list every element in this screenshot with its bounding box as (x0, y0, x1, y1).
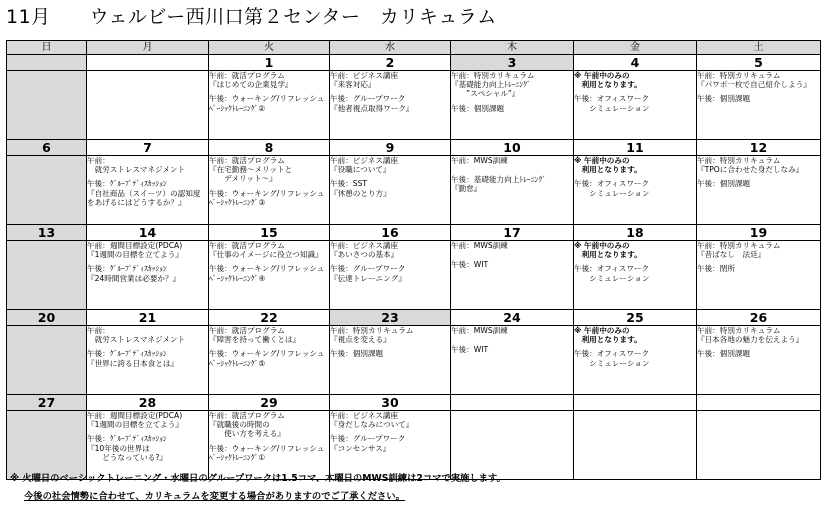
date-number: 29 (209, 395, 330, 411)
weekday-mon: 月 (87, 41, 209, 55)
schedule-line: 『昔ばなし 法廷』 (697, 250, 766, 260)
day-schedule-cell (451, 326, 574, 395)
schedule-row (7, 71, 821, 140)
day-schedule-cell (330, 156, 451, 225)
schedule-line: 午後：ウォーキング/リフレッシュ (209, 94, 325, 104)
footnote-change-notice: 今後の社会情勢に合わせて、カリキュラムを変更する場合がありますのでご了承ください。 (24, 491, 405, 502)
schedule-line: デメリット～』 (209, 174, 277, 184)
date-number: 14 (87, 225, 209, 241)
day-schedule-cell (7, 156, 87, 225)
date-number: 16 (330, 225, 451, 241)
schedule-line: 『他者視点取得ワーク』 (330, 103, 414, 113)
schedule-line: 午前：特別カリキュラム (697, 241, 781, 250)
schedule-line: 『あいさつの基本』 (330, 250, 399, 260)
calendar-body (7, 55, 821, 480)
schedule-line: 午前：ビジネス講座 (330, 71, 399, 80)
day-schedule-cell (7, 71, 87, 140)
weekday-sat: 土 (697, 41, 821, 55)
date-row (7, 140, 821, 156)
schedule-line: ※ 午前中のみの (574, 71, 630, 80)
date-number: 22 (209, 310, 330, 326)
schedule-line: 午後：基礎能力向上ﾄﾚｰﾆﾝｸﾞ (451, 175, 546, 185)
schedule-line: 午前：ビジネス講座 (330, 156, 399, 165)
schedule-line: 午前： (87, 156, 110, 165)
schedule-line: 『障害を持って働くとは』 (209, 335, 301, 345)
date-row (7, 55, 821, 71)
schedule-line: 『日本各地の魅力を伝えよう』 (697, 335, 804, 345)
day-schedule-cell (330, 71, 451, 140)
schedule-line: 午後：WIT (451, 345, 489, 355)
date-number: 24 (451, 310, 574, 326)
day-schedule-cell (209, 71, 330, 140)
schedule-line: 『休憩のとり方』 (330, 188, 391, 198)
weekday-header-row (7, 41, 821, 55)
day-schedule-cell (574, 326, 697, 395)
weekday-thu: 木 (451, 41, 574, 55)
schedule-line: 『基礎能力向上ﾄﾚｰﾆﾝｸﾞ (451, 80, 531, 90)
schedule-line: ﾍﾞｰｼｯｸﾄﾚｰﾆﾝｸﾞ⑤ (209, 358, 266, 368)
schedule-line: ﾍﾞｰｼｯｸﾄﾚｰﾆﾝｸﾞ④ (209, 273, 266, 283)
date-number: 9 (330, 140, 451, 156)
day-schedule-cell (7, 241, 87, 310)
schedule-line: 『自社商品（スイーツ）の認知度 (87, 188, 201, 198)
day-schedule-cell (697, 241, 821, 310)
schedule-line: シミュレーション (574, 188, 650, 198)
date-number: 30 (330, 395, 451, 411)
date-number: 23 (330, 310, 451, 326)
schedule-line: 『役職について』 (330, 165, 391, 175)
schedule-line: どうなっている?』 (87, 452, 167, 462)
weekday-sun: 日 (7, 41, 87, 55)
date-number (451, 395, 574, 411)
date-number: 7 (87, 140, 209, 156)
schedule-line: シミュレーション (574, 103, 650, 113)
day-schedule-cell (330, 326, 451, 395)
schedule-line: 午前：MWS訓練 (451, 156, 508, 165)
schedule-line: 利用となります。 (574, 335, 642, 345)
day-schedule-cell (209, 156, 330, 225)
day-schedule-cell (574, 156, 697, 225)
schedule-line: 『身だしなみについて』 (330, 420, 414, 430)
date-number: 19 (697, 225, 821, 241)
date-number: 13 (7, 225, 87, 241)
date-number: 28 (87, 395, 209, 411)
schedule-line: 午前：就活プログラム (209, 241, 285, 250)
schedule-line: ﾍﾞｰｼｯｸﾄﾚｰﾆﾝｸﾞ① (209, 452, 266, 462)
day-schedule-cell (697, 326, 821, 395)
schedule-line: 午前：週間目標設定(PDCA) (87, 411, 183, 420)
schedule-line: 午前：就活プログラム (209, 156, 285, 165)
schedule-line: 午後：WIT (451, 260, 489, 270)
day-schedule-cell (697, 411, 821, 480)
schedule-line: 『仕事のイメージに役立つ知識』 (209, 250, 323, 260)
schedule-line: 午後：個別課題 (330, 349, 384, 359)
schedule-line: 『TPOに合わせた身だしなみ』 (697, 165, 804, 175)
day-schedule-cell (451, 71, 574, 140)
schedule-line: 『24時間営業は必要か？』 (87, 273, 181, 283)
date-number: 1 (209, 55, 330, 71)
schedule-line: ※ 午前中のみの (574, 156, 630, 165)
schedule-line: 『視点を変える』 (330, 335, 391, 345)
schedule-line: 午後：オフィスワーク (574, 349, 650, 359)
schedule-row (7, 156, 821, 225)
schedule-row (7, 241, 821, 310)
day-schedule-cell (87, 326, 209, 395)
date-number: 10 (451, 140, 574, 156)
day-schedule-cell (87, 156, 209, 225)
schedule-line: 午前：就活プログラム (209, 326, 285, 335)
schedule-line: 午後：SST (330, 179, 368, 189)
calendar-table (6, 40, 821, 480)
date-number: 17 (451, 225, 574, 241)
date-number: 21 (87, 310, 209, 326)
schedule-line: 午後：個別課題 (451, 103, 505, 113)
schedule-line: ﾍﾞｰｼｯｸﾄﾚｰﾆﾝｸﾞ② (209, 103, 266, 113)
schedule-line: 午後：ｸﾞﾙｰﾌﾟﾃﾞｨｽｶｯｼｮﾝ (87, 179, 167, 189)
weekday-wed: 水 (330, 41, 451, 55)
date-number (697, 395, 821, 411)
schedule-line: 午後：ｸﾞﾙｰﾌﾟﾃﾞｨｽｶｯｼｮﾝ (87, 264, 167, 274)
date-row (7, 395, 821, 411)
date-number: 12 (697, 140, 821, 156)
schedule-line: 『来客対応』 (330, 80, 376, 90)
schedule-line: 『勤怠』 (451, 184, 482, 194)
schedule-line: 『1週間の目標を立てよう』 (87, 420, 183, 430)
schedule-line: 『パワポ一枚で自己紹介しよう』 (697, 80, 811, 90)
day-schedule-cell (87, 241, 209, 310)
schedule-line: ※ 午前中のみの (574, 241, 630, 250)
day-schedule-cell (7, 326, 87, 395)
date-number (87, 55, 209, 71)
weekday-tue: 火 (209, 41, 330, 55)
day-schedule-cell (574, 411, 697, 480)
day-schedule-cell (574, 241, 697, 310)
schedule-line: 午後：オフィスワーク (574, 179, 650, 189)
schedule-line: 午後：個別課題 (697, 179, 751, 189)
day-schedule-cell (451, 156, 574, 225)
date-number: 20 (7, 310, 87, 326)
schedule-line: 『10年後の世界は (87, 443, 150, 453)
schedule-line: 『はじめての企業見学』 (209, 80, 293, 90)
schedule-line: 使い方を考える』 (209, 429, 285, 439)
schedule-line: 『コンセンサス』 (330, 443, 391, 453)
schedule-line: 午後：個別課題 (697, 349, 751, 359)
date-number: 2 (330, 55, 451, 71)
schedule-line: 午前：特別カリキュラム (330, 326, 414, 335)
date-row (7, 225, 821, 241)
schedule-line: シミュレーション (574, 358, 650, 368)
schedule-line: 午前：特別カリキュラム (697, 156, 781, 165)
schedule-line: 午後：グループワーク (330, 94, 406, 104)
date-number: 27 (7, 395, 87, 411)
schedule-line: 午前：特別カリキュラム (697, 326, 781, 335)
schedule-line: 午後：ウォーキング/リフレッシュ (209, 188, 325, 198)
schedule-line: 午後：グループワーク (330, 264, 406, 274)
footnote-schedule: ※ 火曜日のベーシックトレーニング・水曜日のグループワークは1.5コマ、木曜日のMWS訓練は2コマで実施します。 (10, 473, 506, 484)
date-number: 15 (209, 225, 330, 241)
schedule-line: 午前： (87, 326, 110, 335)
page-title: 11月 ウェルビー西川口第２センター カリキュラム (6, 6, 497, 28)
day-schedule-cell (87, 71, 209, 140)
day-schedule-cell (209, 241, 330, 310)
schedule-line: 午前：MWS訓練 (451, 241, 508, 250)
schedule-line: 午後：ｸﾞﾙｰﾌﾟﾃﾞｨｽｶｯｼｮﾝ (87, 349, 167, 359)
schedule-line: 午後：ウォーキング/リフレッシュ (209, 443, 325, 453)
schedule-line: 午後：閉所 (697, 264, 735, 274)
schedule-line: 午前：MWS訓練 (451, 326, 508, 335)
schedule-line: 就労ストレスマネジメント (87, 165, 186, 175)
day-schedule-cell (574, 71, 697, 140)
day-schedule-cell (209, 326, 330, 395)
schedule-line: ”スペシャル”』 (451, 89, 520, 99)
schedule-line: 午前：ビジネス講座 (330, 411, 399, 420)
date-number (7, 55, 87, 71)
day-schedule-cell (330, 241, 451, 310)
schedule-line: 午後：ｸﾞﾙｰﾌﾟﾃﾞｨｽｶｯｼｮﾝ (87, 434, 167, 444)
day-schedule-cell (451, 241, 574, 310)
schedule-line: 『世界に誇る日本食とは』 (87, 358, 179, 368)
schedule-line: 午前：特別カリキュラム (451, 71, 535, 80)
date-number (574, 395, 697, 411)
schedule-line: ※ 午前中のみの (574, 326, 630, 335)
schedule-line: 『1週間の目標を立てよう』 (87, 250, 183, 260)
date-row (7, 310, 821, 326)
date-number: 4 (574, 55, 697, 71)
schedule-line: 『伝達トレーニング』 (330, 273, 406, 283)
schedule-line: をあげるにはどうするか？』 (87, 197, 186, 207)
schedule-line: 利用となります。 (574, 80, 642, 90)
schedule-line: 午前：特別カリキュラム (697, 71, 781, 80)
schedule-line: 就労ストレスマネジメント (87, 335, 186, 345)
date-number: 18 (574, 225, 697, 241)
schedule-line: 午後：オフィスワーク (574, 264, 650, 274)
schedule-line: 『在宅勤務～メリットと (209, 165, 293, 175)
schedule-line: 午前：就活プログラム (209, 411, 285, 420)
schedule-row (7, 326, 821, 395)
schedule-line: 午前：就活プログラム (209, 71, 285, 80)
schedule-line: ﾍﾞｰｼｯｸﾄﾚｰﾆﾝｸﾞ③ (209, 197, 266, 207)
schedule-line: 午後：個別課題 (697, 94, 751, 104)
day-schedule-cell (697, 156, 821, 225)
date-number: 6 (7, 140, 87, 156)
schedule-line: 午後：グループワーク (330, 434, 406, 444)
day-schedule-cell (697, 71, 821, 140)
date-number: 26 (697, 310, 821, 326)
date-number: 5 (697, 55, 821, 71)
date-number: 11 (574, 140, 697, 156)
date-number: 25 (574, 310, 697, 326)
schedule-line: 利用となります。 (574, 250, 642, 260)
date-number: 3 (451, 55, 574, 71)
schedule-line: 午後：オフィスワーク (574, 94, 650, 104)
schedule-line: 午前：週間目標設定(PDCA) (87, 241, 183, 250)
schedule-line: 午後：ウォーキング/リフレッシュ (209, 264, 325, 274)
schedule-line: 午前：ビジネス講座 (330, 241, 399, 250)
schedule-line: 『就職後の時間の (209, 420, 270, 430)
weekday-fri: 金 (574, 41, 697, 55)
date-number: 8 (209, 140, 330, 156)
schedule-line: 午後：ウォーキング/リフレッシュ (209, 349, 325, 359)
schedule-line: シミュレーション (574, 273, 650, 283)
schedule-line: 利用となります。 (574, 165, 642, 175)
